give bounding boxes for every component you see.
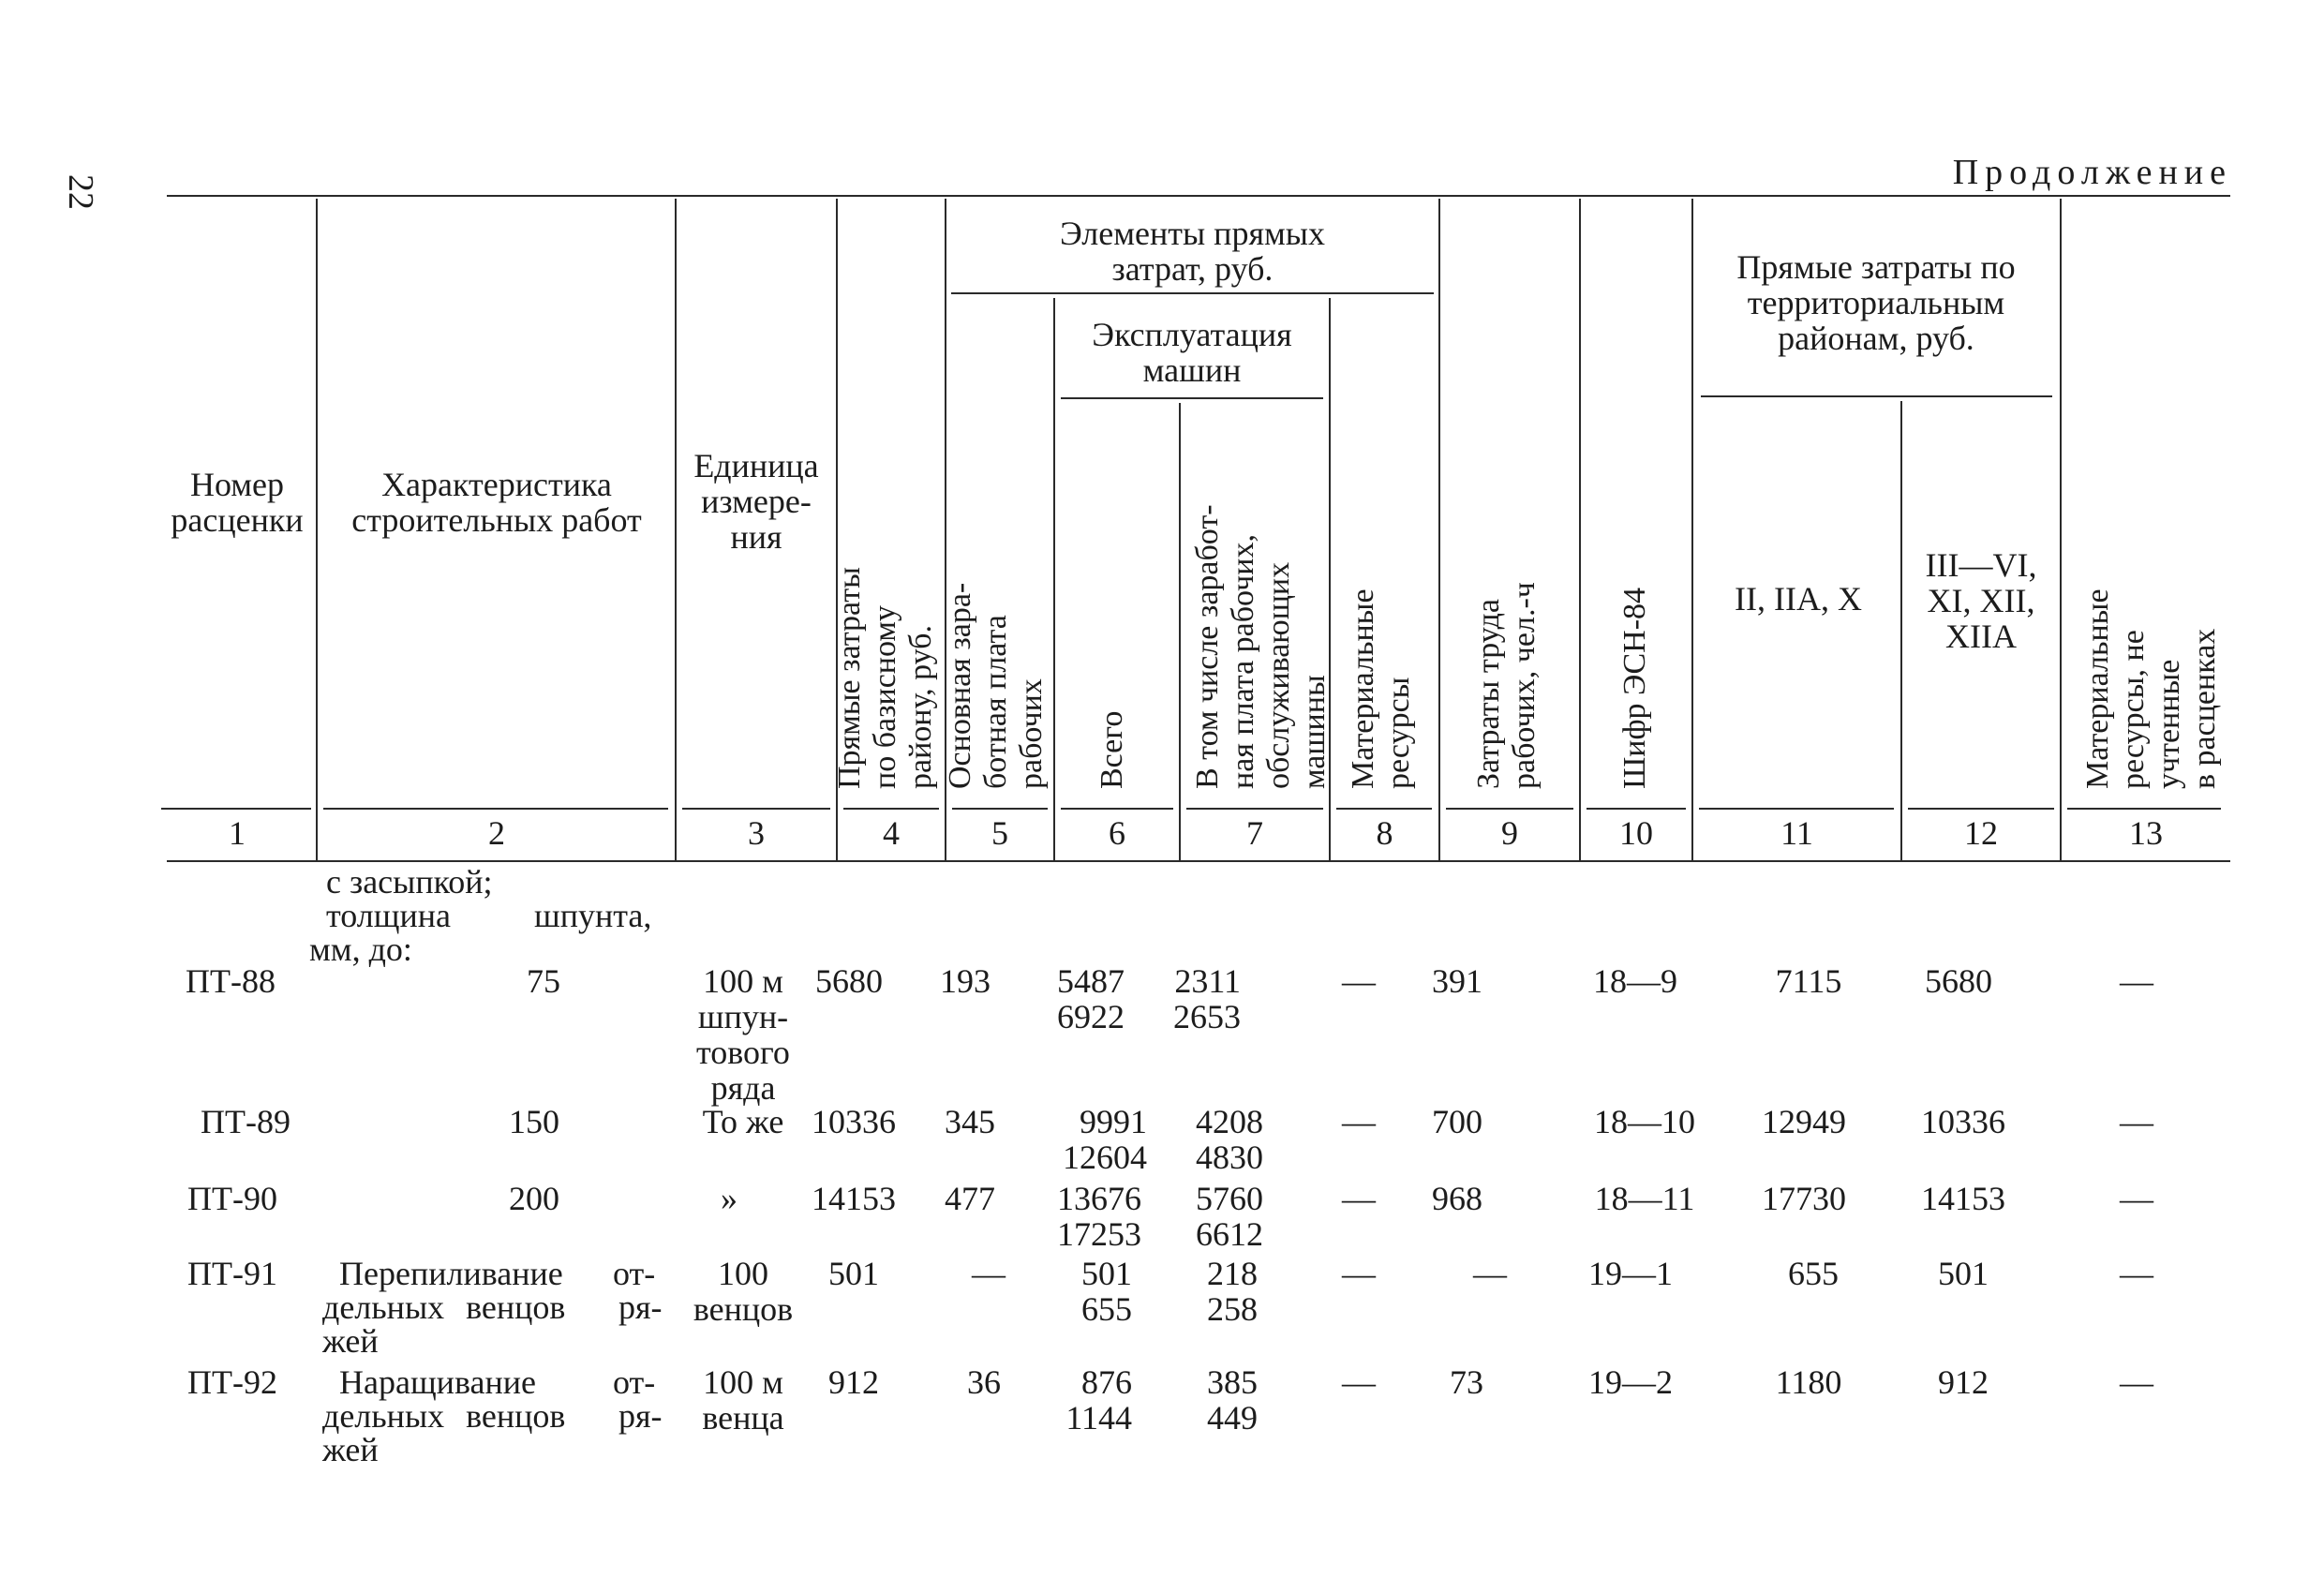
machines-total: 876 1144 — [1065, 1363, 1132, 1437]
labor-costs: — — [1473, 1255, 1507, 1292]
header-labor-costs: Затраты труда рабочих, чел.-ч — [1471, 582, 1542, 789]
col-number-4: 4 — [883, 814, 900, 852]
rate-code: ПТ-89 — [201, 1103, 290, 1140]
esn-code: 18—9 — [1593, 962, 1677, 1000]
group-rule-regions — [1701, 395, 2052, 397]
labor-costs: 700 — [1432, 1103, 1482, 1140]
unit: То же — [702, 1103, 784, 1140]
col-divider — [1579, 199, 1581, 860]
col-number-10: 10 — [1619, 814, 1653, 852]
base-wage: 345 — [945, 1103, 995, 1140]
regions-2a-10: 12949 — [1762, 1103, 1846, 1140]
header-machines-total: Всего — [1095, 710, 1129, 789]
header-group-machines: Эксплуатация машин — [1092, 316, 1292, 389]
machines-total: 9991 12604 — [1063, 1103, 1147, 1176]
regions-3-6: 10336 — [1921, 1103, 2005, 1140]
work-description-line: дельных венцов — [322, 1288, 566, 1326]
materials: — — [1342, 1255, 1376, 1292]
header-regions-2a-10: II, IIA, X — [1735, 580, 1862, 618]
work-description-line: от- — [613, 1255, 656, 1292]
unit: » — [721, 1180, 737, 1217]
rate-code: ПТ-91 — [187, 1255, 277, 1292]
col-divider — [1438, 199, 1440, 860]
header-esn-code: Шифр ЭСН-84 — [1617, 587, 1652, 789]
numbers-rule — [843, 808, 939, 810]
machines-wage: 218 258 — [1207, 1255, 1258, 1328]
group-rule-machines — [1061, 397, 1323, 399]
work-description-line: жей — [322, 1431, 379, 1468]
materials-not-included: — — [2120, 1255, 2153, 1292]
col-number-11: 11 — [1780, 814, 1813, 852]
esn-code: 19—2 — [1588, 1363, 1673, 1401]
col-divider — [1179, 403, 1181, 860]
esn-code: 19—1 — [1588, 1255, 1673, 1292]
unit: 100 м шпун- тового ряда — [696, 962, 790, 1107]
materials: — — [1342, 1103, 1376, 1140]
numbers-rule — [1061, 808, 1173, 810]
header-regions-3-6: III—VI, XI, XII, XIIA — [1925, 546, 2037, 655]
numbers-rule — [682, 808, 830, 810]
header-base-wage: Основная зара- ботная плата рабочих — [943, 582, 1049, 789]
table-top-rule — [167, 195, 2230, 197]
intro-line: шпунта, — [534, 897, 652, 934]
group-rule-elements — [951, 292, 1434, 294]
numbers-rule — [323, 808, 668, 810]
continuation-label: Продолжение — [1952, 153, 2232, 192]
labor-costs: 73 — [1450, 1363, 1483, 1401]
regions-2a-10: 1180 — [1775, 1363, 1842, 1401]
machines-total: 5487 6922 — [1057, 962, 1125, 1035]
numbers-rule — [1446, 808, 1573, 810]
labor-costs: 968 — [1432, 1180, 1482, 1217]
header-unit: Единица измере- ния — [693, 447, 819, 556]
numbers-rule — [952, 808, 1048, 810]
regions-3-6: 5680 — [1925, 962, 1992, 1000]
header-materials: Материальные ресурсы — [1346, 588, 1416, 789]
work-description-line: Перепиливание — [339, 1255, 563, 1292]
col-number-13: 13 — [2129, 814, 2163, 852]
header-bottom-rule — [167, 860, 2230, 862]
work-description-line: жей — [322, 1322, 379, 1360]
direct-costs-base: 912 — [828, 1363, 879, 1401]
header-group-regions: Прямые затраты по территориальным районам, руб. — [1736, 248, 2016, 357]
work-description: 200 — [509, 1180, 559, 1217]
regions-2a-10: 17730 — [1762, 1180, 1846, 1217]
col-divider — [2060, 199, 2062, 860]
numbers-rule — [1587, 808, 1686, 810]
base-wage: 477 — [945, 1180, 995, 1217]
direct-costs-base: 5680 — [815, 962, 883, 1000]
numbers-rule — [2067, 808, 2221, 810]
col-number-2: 2 — [488, 814, 505, 852]
work-description-line: ря- — [618, 1397, 663, 1435]
col-number-5: 5 — [991, 814, 1008, 852]
unit: 100 венцов — [693, 1255, 794, 1328]
unit: 100 м венца — [702, 1363, 784, 1437]
col-number-6: 6 — [1109, 814, 1125, 852]
machines-wage: 5760 6612 — [1196, 1180, 1263, 1253]
col-number-9: 9 — [1501, 814, 1518, 852]
col-number-7: 7 — [1246, 814, 1263, 852]
direct-costs-base: 14153 — [812, 1180, 896, 1217]
intro-line: толщина — [326, 897, 451, 934]
materials-not-included: — — [2120, 1363, 2153, 1401]
direct-costs-base: 501 — [828, 1255, 879, 1292]
col-number-3: 3 — [748, 814, 765, 852]
machines-wage: 385 449 — [1207, 1363, 1258, 1437]
base-wage: 193 — [940, 962, 991, 1000]
labor-costs: 391 — [1432, 962, 1482, 1000]
materials-not-included: — — [2120, 962, 2153, 1000]
header-work-description: Характеристика строительных работ — [351, 466, 642, 539]
numbers-rule — [1186, 808, 1323, 810]
rate-code: ПТ-88 — [186, 962, 276, 1000]
regions-3-6: 501 — [1938, 1255, 1989, 1292]
work-description: 75 — [527, 962, 560, 1000]
numbers-rule — [1336, 808, 1432, 810]
esn-code: 18—10 — [1594, 1103, 1695, 1140]
intro-line: мм, до: — [309, 930, 412, 968]
materials-not-included: — — [2120, 1180, 2153, 1217]
regions-2a-10: 7115 — [1775, 962, 1842, 1000]
esn-code: 18—11 — [1594, 1180, 1695, 1217]
rate-code: ПТ-90 — [187, 1180, 277, 1217]
col-number-8: 8 — [1376, 814, 1393, 852]
materials: — — [1342, 1363, 1376, 1401]
machines-wage: 4208 4830 — [1196, 1103, 1263, 1176]
base-wage: 36 — [967, 1363, 1001, 1401]
col-number-12: 12 — [1964, 814, 1998, 852]
work-description: 150 — [509, 1103, 559, 1140]
numbers-rule — [161, 808, 311, 810]
regions-2a-10: 655 — [1788, 1255, 1839, 1292]
materials-not-included: — — [2120, 1103, 2153, 1140]
page-number: 22 — [61, 174, 100, 210]
machines-total: 13676 17253 — [1057, 1180, 1141, 1253]
work-description-line: ря- — [618, 1288, 663, 1326]
machines-total: 501 655 — [1081, 1255, 1132, 1328]
header-machines-wage: В том числе заработ- ная плата рабочих, обслуживающих машины — [1190, 504, 1332, 789]
direct-costs-base: 10336 — [812, 1103, 896, 1140]
header-rate-number: Номер расценки — [171, 466, 304, 539]
regions-3-6: 14153 — [1921, 1180, 2005, 1217]
header-group-elements: Элементы прямых затрат, руб. — [1060, 215, 1325, 288]
regions-3-6: 912 — [1938, 1363, 1989, 1401]
materials: — — [1342, 1180, 1376, 1217]
numbers-rule — [1699, 808, 1894, 810]
work-description-line: дельных венцов — [322, 1397, 566, 1435]
header-materials-not-included: Материальные ресурсы, не учтенные в расценках — [2080, 588, 2222, 789]
machines-wage: 2311 2653 — [1173, 962, 1241, 1035]
work-description-line: Наращивание — [339, 1363, 536, 1401]
materials: — — [1342, 962, 1376, 1000]
base-wage: — — [972, 1255, 1006, 1292]
intro-line: с засыпкой; — [326, 863, 493, 901]
col-number-1: 1 — [229, 814, 246, 852]
header-direct-costs-base: Прямые затраты по базисному району, руб. — [832, 567, 938, 789]
rate-code: ПТ-92 — [187, 1363, 277, 1401]
numbers-rule — [1908, 808, 2054, 810]
work-description-line: от- — [613, 1363, 656, 1401]
